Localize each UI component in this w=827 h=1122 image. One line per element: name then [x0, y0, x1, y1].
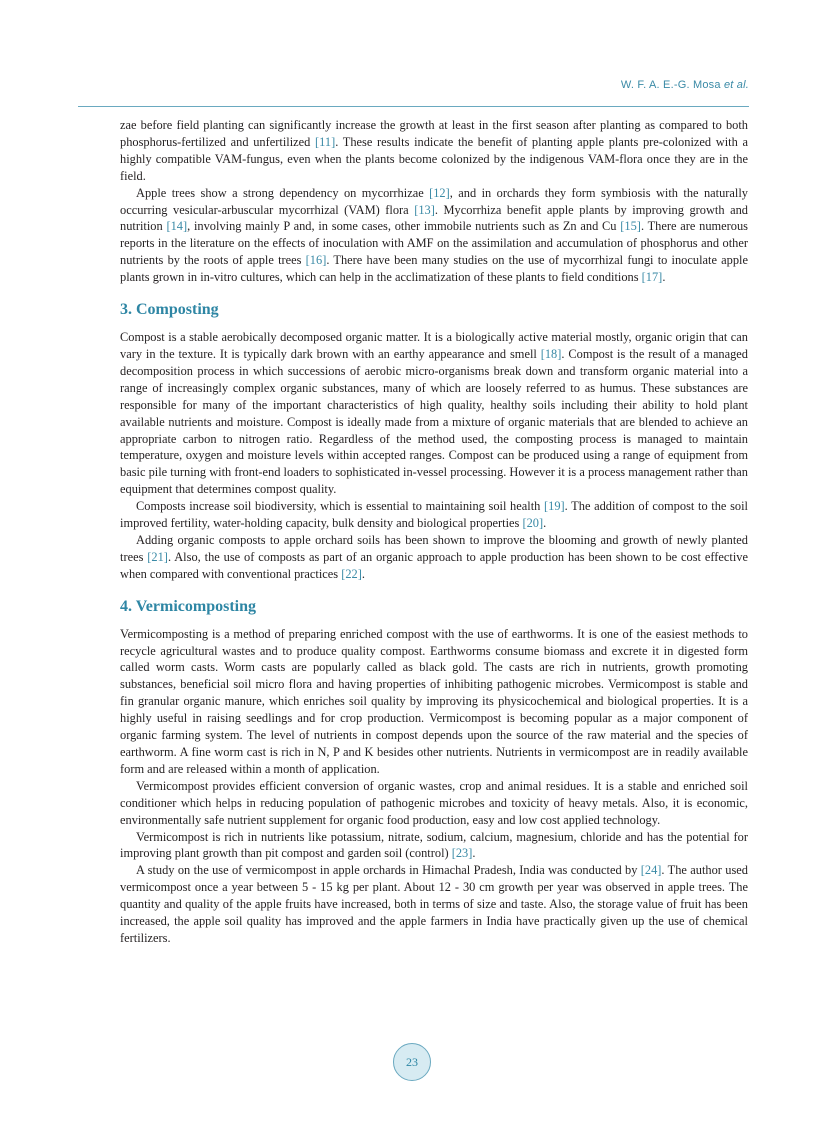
citation-link[interactable]: [22] [341, 566, 362, 581]
text: . [543, 516, 547, 531]
text: Composts increase soil biodiversity, which is essential to maintaining soil health [136, 499, 544, 514]
text: , involving mainly P and, in some cases, other immobile nutrients such as Zn and Cu [187, 219, 621, 234]
text: Vermicompost is rich in nutrients like potassium, nitrate, sodium, calcium, magnesium, chloride and has the potential for improving plant growth than pit compost and garden soil (control) [120, 829, 748, 861]
running-head-authors: W. F. A. E.-G. Mosa [620, 79, 721, 91]
citation-link[interactable]: [14] [166, 219, 188, 234]
paragraph-compost-orchards [120, 532, 748, 583]
citation-link[interactable]: [12] [429, 185, 450, 200]
running-head-etal: et al. [723, 79, 749, 91]
page-number-badge [393, 1043, 431, 1081]
citation-link[interactable]: [17] [641, 270, 663, 285]
paragraph-vermicompost-nutrients [120, 829, 748, 863]
text: . [662, 270, 666, 285]
paragraph-compost-biodiversity [120, 498, 748, 532]
citation-link[interactable]: [16] [305, 253, 327, 268]
text: , and in orchards they form symbiosis with the naturally occurring vesicular-arbuscular mycorrhizal (VAM) flora [120, 185, 748, 217]
paragraph-vermicomposting-definition: Vermicomposting is a method of preparing enriched compost with the use of earthworms. It is one of the easiest methods to recycle agricultural wastes and to produce quality compost. Earthworms consume biomass and excrete it in digested form called worm casts. Worm casts are popularly called as black gold. The casts are rich in nutrients, growth promoting substances, beneficial soil micro flora and having properties of inhibiting pathogenic microbes. Vermicompost is stable and fin granular organic manure, which enriches soil quality by improving its physicochemical and biological properties. It is a highly useful in raising seedlings and for crop production. Vermicompost is becoming popular as a major component of organic farming system. The level of nutrients in compost depends upon the source of the raw material and the species of earthworm. A fine worm cast is rich in N, P and K besides other nutrients. Nutrients in vermicompost are in readily available form and are released within a month of application. [120, 626, 748, 776]
text: . Mycorrhiza benefit apple plants by improving growth and nutrition [120, 202, 749, 234]
text: Adding organic composts to apple orchard soils has been shown to improve the blooming and growth of newly planted trees [120, 532, 748, 564]
text: . Compost is the result of a managed decomposition process in which successions of aerobic micro-organisms break down and transform organic material into a range of increasingly complex organic substances, many of which are loosely referred to as humus. These substances are responsible for many of the important characteristics of high quality, healthy soils including their ability to hold plant available nutrients and moisture. Compost is ideally made from a mixture of organic materials that are blended to achieve an appropriate carbon to nitrogen ratio. Regardless of the method used, the composting process is managed to maintain temperature, oxygen and moisture levels within accepted ranges. Compost can be produced using a range of equipment from basic pile turning with front-end loaders to sophisticated in-vessel processing. However it is a process management rather than equipment that determines compost quality. [120, 346, 748, 497]
section-heading-vermicomposting: 4. Vermicomposting [120, 597, 256, 615]
citation-link[interactable]: [11] [315, 134, 336, 149]
citation-link[interactable]: [19] [544, 499, 565, 514]
paragraph-vermicompost-conversion: Vermicompost provides efficient conversion of organic wastes, crop and animal residues. It is a stable and enriched soil conditioner which helps in reducing population of pathogenic microbes and toxicity of heavy metals. Also, it is economic, environmentally safe nutrient supplement for organic food production, easy and low cost applied technology. [120, 778, 748, 827]
text: . The addition of compost to the soil improved fertility, water-holding capacity, bulk density and biological properties [120, 499, 748, 531]
paragraph-mycorrhizae-continued [120, 117, 748, 185]
text: Compost is a stable aerobically decomposed organic matter. It is a biologically active material mostly, organic origin that can vary in the texture. It is typically dark brown with an earthy appearance and smell [120, 330, 748, 361]
paragraph-himachal-study [120, 862, 748, 947]
text: . These results indicate the benefit of planting apple plants pre-colonized with a highly compatible VAM-fungus, even when the plants become colonized by the indigenous VAM-flora once they are in the field. [120, 134, 748, 183]
running-head [621, 79, 749, 91]
text: Apple trees show a strong dependency on mycorrhizae [136, 185, 430, 200]
citation-link[interactable]: [18] [540, 346, 562, 361]
article-body [120, 117, 748, 947]
text: . There have been many studies on the use of mycorrhizal fungi to inoculate apple plants grown in in-vitro cultures, which can help in the acclimatization of these plants to field conditions [120, 253, 748, 285]
paragraph-compost-definition [120, 329, 748, 498]
page-number: 23 [406, 1054, 418, 1069]
text: . [361, 566, 365, 581]
citation-link[interactable]: [15] [620, 219, 641, 234]
citation-link[interactable]: [21] [147, 549, 168, 564]
text: . The author used vermicompost once a year between 5 - 15 kg per plant. About 12 - 30 cm growth per year was observed in apple trees. The quantity and quality of the apple fruits have increased, both in terms of size and taste. Also, the storage value of fruit has been increased, the apple soil quality has improved and the apple farmers in India have practically given up the use of chemical fertilizers. [120, 863, 749, 945]
citation-link[interactable]: [13] [414, 202, 435, 217]
citation-link[interactable]: [23] [451, 846, 473, 861]
section-heading-composting: 3. Composting [120, 301, 219, 319]
paragraph-apple-mycorrhizae [120, 185, 748, 286]
header-rule [78, 106, 749, 107]
citation-link[interactable]: [24] [640, 863, 662, 878]
text: zae before field planting can significantly increase the growth at least in the first season after planting as compared to both phosphorus-fertilized and unfertilized [120, 118, 748, 149]
text: . [472, 846, 476, 861]
text: A study on the use of vermicompost in apple orchards in Himachal Pradesh, India was conducted by [136, 863, 641, 878]
citation-link[interactable]: [20] [522, 516, 544, 531]
text: . There are numerous reports in the literature on the effects of inoculation with AMF on the assimilation and accumulation of phosphorus and other nutrients by the roots of apple trees [120, 219, 748, 268]
text: . Also, the use of composts as part of an organic approach to apple production has been shown to be cost effective when compared with conventional practices [120, 549, 748, 581]
